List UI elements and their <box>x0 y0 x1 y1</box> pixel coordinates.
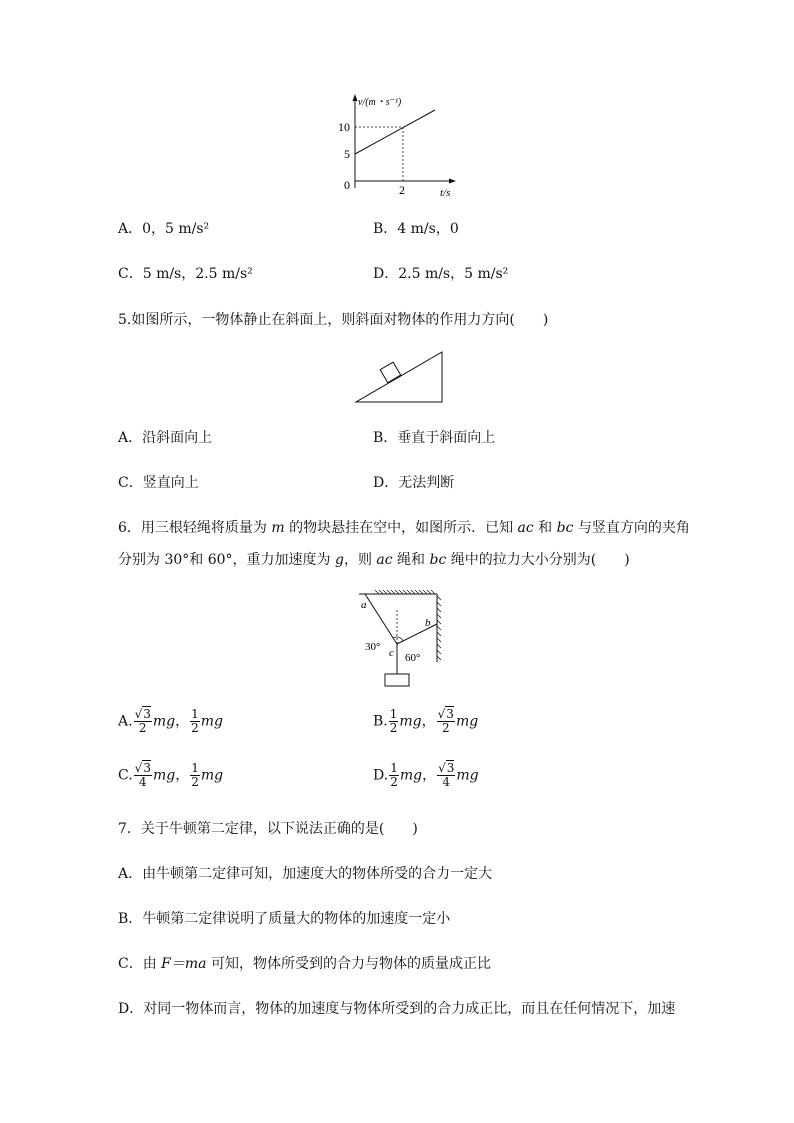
q6-option-a <box>118 708 223 735</box>
mg-term: mg <box>152 767 176 784</box>
radicand: 3 <box>446 707 454 721</box>
q7-option-c-text: 可知，物体所受到的合力与物体的质量成正比 <box>206 956 491 972</box>
denominator: 2 <box>441 721 450 735</box>
q6-stem-text: 绳和 <box>392 552 430 568</box>
mg-term: mg <box>399 713 422 730</box>
denominator: 4 <box>139 775 147 789</box>
q4-option-a: A．0，5 m/s² <box>118 221 210 237</box>
q6-stem-text: 6．用三根轻绳将质量为 <box>118 520 272 536</box>
label-b: b <box>425 617 431 629</box>
graph-y-axis-label: v/(m・s⁻¹) <box>358 97 402 108</box>
mg-term: mg <box>200 767 224 784</box>
radicand: 3 <box>446 761 455 775</box>
q6-stem-text: 与竖直方向的夹角 <box>573 520 690 536</box>
numerator: 1 <box>191 761 199 775</box>
angle-arc-60 <box>397 637 403 641</box>
q6-stem-mass-var: m <box>271 520 285 536</box>
q7-option-b: B．牛顿第二定律说明了质量大的物体的加速度一定小 <box>118 911 451 927</box>
q5-option-c: C．竖直向上 <box>118 475 199 491</box>
fraction-1-over-2 <box>190 708 200 735</box>
q6-stem-bc-var: bc <box>556 520 574 536</box>
graph-y-tick-5: 5 <box>344 147 350 161</box>
q6-stem-g-var: g <box>334 552 344 568</box>
radicand: 3 <box>143 707 151 721</box>
graph-y-arrow <box>353 94 358 101</box>
graph-x-axis-label: t/s <box>440 187 451 199</box>
separator: ， <box>422 767 437 784</box>
q6-stem-ac-var: ac <box>376 552 393 568</box>
q7-option-c-text: C．由 <box>118 956 162 972</box>
fraction-1-over-2 <box>389 708 399 735</box>
fraction-1-over-2 <box>389 762 399 789</box>
hanging-block <box>385 674 409 686</box>
label-angle-30: 30° <box>365 641 381 653</box>
mg-term: mg <box>399 767 423 784</box>
ceiling-hatch <box>375 590 435 594</box>
denominator: 2 <box>389 721 398 735</box>
numerator: 1 <box>389 707 398 721</box>
q6-stem-text: 绳中的拉力大小分别为( ) <box>446 552 630 568</box>
q4-option-c: C．5 m/s，2.5 m/s² <box>118 266 253 282</box>
q6-stem-text: 分别为 30°和 60°，重力加速度为 <box>118 552 335 568</box>
option-letter: C. <box>118 767 133 784</box>
mg-term: mg <box>456 767 479 784</box>
graph-x-tick-2: 2 <box>399 183 405 197</box>
q6-option-b <box>373 708 478 735</box>
denominator: 2 <box>138 721 147 735</box>
q4-option-b: B．4 m/s，0 <box>373 221 459 237</box>
q5-option-d: D．无法判断 <box>373 475 455 491</box>
q6-option-d <box>373 762 479 789</box>
incline-figure <box>352 348 448 406</box>
option-letter: B. <box>373 713 388 730</box>
numerator: 1 <box>390 761 398 775</box>
rope-ac <box>365 594 397 644</box>
q5-option-b: B．垂直于斜面向上 <box>373 430 496 446</box>
q7-option-a: A．由牛顿第二定律可知，加速度大的物体所受的合力一定大 <box>118 866 493 882</box>
denominator: 2 <box>191 775 199 789</box>
denominator: 2 <box>191 721 199 735</box>
denominator: 4 <box>442 775 451 789</box>
q5-stem: 5.如图所示，一物体静止在斜面上，则斜面对物体的作用力方向( ) <box>118 312 549 328</box>
wall-hatch <box>437 596 441 660</box>
label-c: c <box>389 647 394 659</box>
fraction-sqrt3-over-4: $\frac{√3}{4}$ <box>134 761 151 789</box>
q4-option-d: D．2.5 m/s，5 m/s² <box>373 266 509 282</box>
q6-stem-text: 和 <box>533 520 557 536</box>
rope-suspension-figure <box>355 588 450 690</box>
separator: ， <box>175 767 190 784</box>
velocity-time-graph <box>330 88 460 200</box>
block-on-incline <box>380 362 401 383</box>
mg-term: mg <box>455 713 479 730</box>
q7-option-c <box>118 954 491 974</box>
graph-velocity-line <box>355 110 435 154</box>
q7-stem: 7．关于牛顿第二定律，以下说法正确的是( ) <box>118 821 418 837</box>
fraction-sqrt3-over-2: $\frac{√3}{2}$ <box>437 707 454 735</box>
mg-term: mg <box>152 713 176 730</box>
fraction-sqrt3-over-4: $\frac{√3}{4}$ <box>438 761 455 789</box>
separator: ， <box>175 713 190 730</box>
label-angle-60: 60° <box>405 652 421 664</box>
separator: ， <box>421 713 436 730</box>
q5-option-a: A．沿斜面向上 <box>118 430 213 446</box>
option-letter: D. <box>373 767 389 784</box>
denominator: 2 <box>390 775 398 789</box>
numerator: 1 <box>191 707 199 721</box>
q6-stem-text: 的物块悬挂在空中，如图所示．已知 <box>284 520 518 536</box>
q6-stem-bc-var: bc <box>429 552 447 568</box>
q6-stem-ac-var: ac <box>517 520 534 536</box>
q6-stem-text: ，则 <box>343 552 377 568</box>
mg-term: mg <box>200 713 223 730</box>
radicand: 3 <box>143 761 151 775</box>
fraction-1-over-2 <box>190 762 200 789</box>
q7-option-d: D．对同一物体而言，物体的加速度与物体所受到的合力成正比，而且在任何情况下，加速 <box>118 1001 676 1017</box>
label-a: a <box>361 599 367 611</box>
option-letter: A. <box>118 713 133 730</box>
incline-triangle <box>356 352 442 402</box>
graph-origin-label: 0 <box>344 178 350 192</box>
graph-x-arrow <box>449 179 456 184</box>
newton-formula: F＝ma <box>161 956 207 972</box>
angle-arc-30 <box>393 637 397 638</box>
q6-option-c <box>118 762 223 789</box>
q6-stem-line1 <box>118 518 690 538</box>
graph-y-tick-10: 10 <box>338 120 350 134</box>
fraction-sqrt3-over-2: $\frac{√3}{2}$ <box>134 707 151 735</box>
q6-stem-line2 <box>118 550 630 570</box>
